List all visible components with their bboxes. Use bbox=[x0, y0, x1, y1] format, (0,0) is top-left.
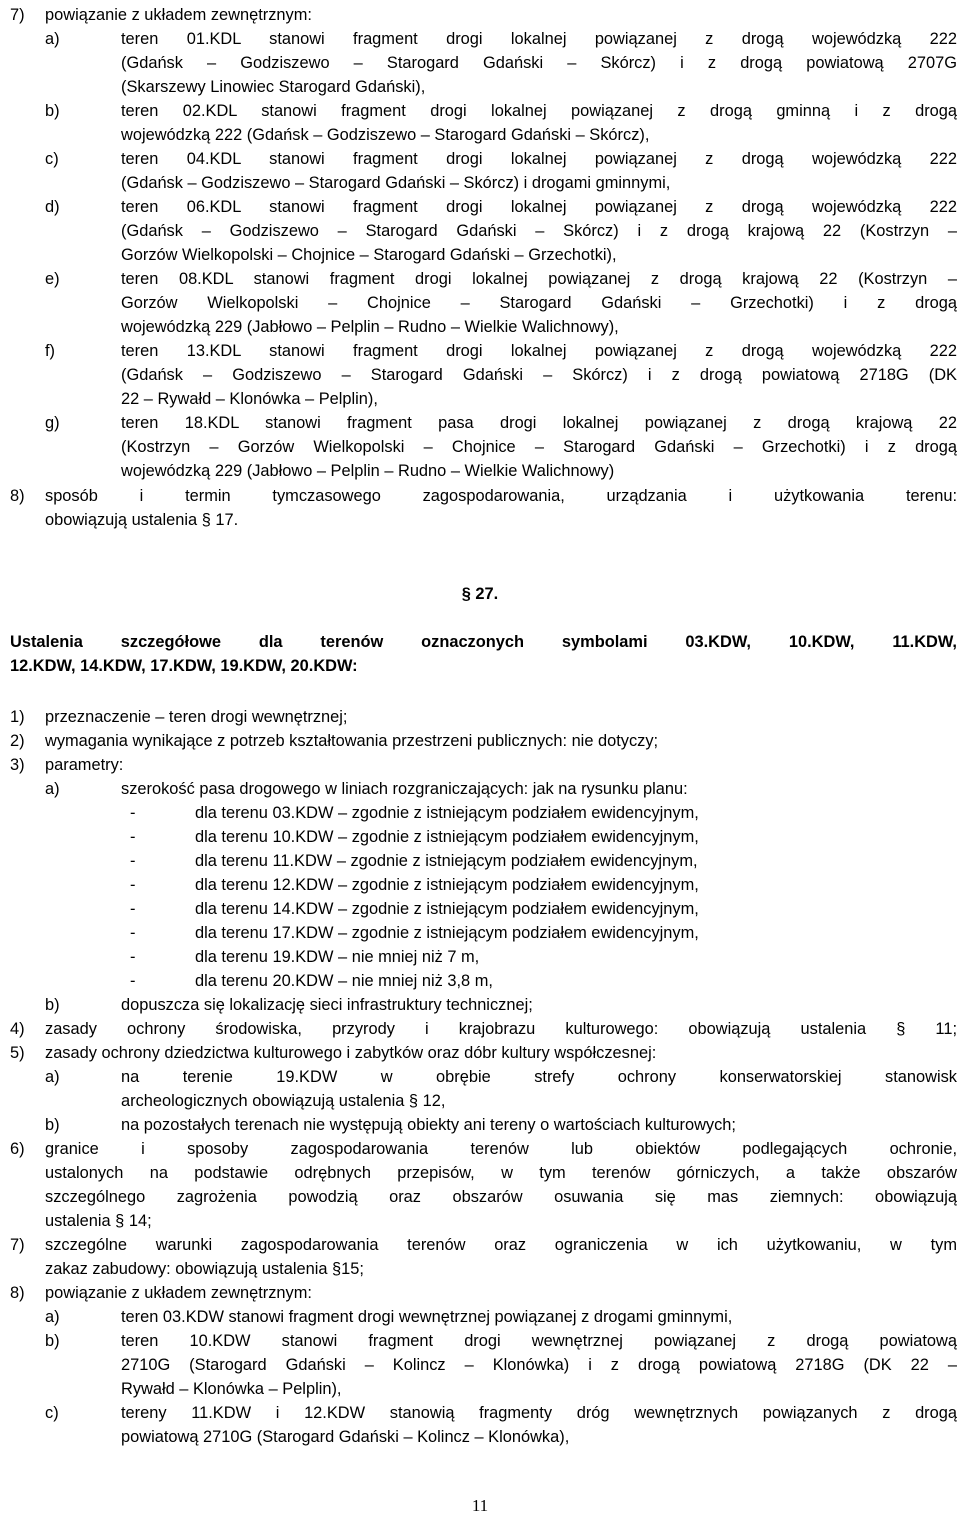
item-text: zasady ochrony dziedzictwa kulturowego i zabytków oraz dóbr kultury współczesnej: bbox=[45, 1044, 657, 1062]
dash: - bbox=[130, 948, 136, 966]
list-item-line bbox=[0, 219, 960, 243]
item-3a bbox=[0, 777, 960, 801]
item-text: na pozostałych terenach nie występują obiekty ani tereny o wartościach kulturowych; bbox=[121, 1116, 736, 1134]
list-item-line bbox=[0, 315, 960, 339]
item-7b bbox=[0, 1233, 960, 1257]
item-line: teren 18.KDL stanowi fragment pasa drogi lokalnej powiązanej z drogą krajową 22 bbox=[121, 414, 957, 432]
item-line: 2710G (Starogard Gdański – Kolincz – Klonówka) i z drogą powiatową 2718G (DK 22 – bbox=[121, 1356, 957, 1374]
dash: - bbox=[130, 852, 136, 870]
item-5 bbox=[0, 1041, 960, 1065]
dash-text: dla terenu 12.KDW – zgodnie z istniejącym podziałem ewidencyjnym, bbox=[195, 876, 699, 894]
item-5a bbox=[0, 1065, 960, 1089]
item-text: szerokość pasa drogowego w liniach rozgraniczających: jak na rysunku planu: bbox=[121, 780, 688, 798]
item-line: teren 08.KDL stanowi fragment drogi lokalnej powiązanej z drogą krajową 22 (Kostrzyn – bbox=[121, 270, 957, 288]
item-label: c) bbox=[45, 1404, 59, 1422]
item-line: powiatową 2710G (Starogard Gdański – Kolincz – Klonówka), bbox=[121, 1428, 570, 1446]
section-heading bbox=[0, 630, 960, 654]
dash: - bbox=[130, 876, 136, 894]
item-label: g) bbox=[45, 414, 60, 432]
dash-text: dla terenu 11.KDW – zgodnie z istniejącym podziałem ewidencyjnym, bbox=[195, 852, 698, 870]
item-8b bbox=[0, 1281, 960, 1305]
list-item-e bbox=[0, 267, 960, 291]
dash-text: dla terenu 20.KDW – nie mniej niż 3,8 m, bbox=[195, 972, 493, 990]
item-text: przeznaczenie – teren drogi wewnętrznej; bbox=[45, 708, 348, 726]
item-number: 6) bbox=[10, 1140, 25, 1158]
item-line: obowiązują ustalenia § 17. bbox=[45, 511, 239, 529]
item-label: b) bbox=[45, 102, 60, 120]
list-item-line bbox=[0, 508, 960, 532]
item-label: a) bbox=[45, 30, 60, 48]
item-number: 7) bbox=[10, 1236, 25, 1254]
heading-line: Ustalenia szczegółowe dla terenów oznaczonych symbolami 03.KDW, 10.KDW, 11.KDW, bbox=[10, 633, 957, 651]
item-number: 4) bbox=[10, 1020, 25, 1038]
list-item-line bbox=[0, 1185, 960, 1209]
item-number: 5) bbox=[10, 1044, 25, 1062]
item-line: granice i sposoby zagospodarowania terenów lub obiektów podlegających ochronie, bbox=[45, 1140, 957, 1158]
dash-text: dla terenu 10.KDW – zgodnie z istniejącym podziałem ewidencyjnym, bbox=[195, 828, 699, 846]
dash-text: dla terenu 03.KDW – zgodnie z istniejącym podziałem ewidencyjnym, bbox=[195, 804, 699, 822]
list-item-d bbox=[0, 195, 960, 219]
list-item-line bbox=[0, 435, 960, 459]
heading-line: 12.KDW, 14.KDW, 17.KDW, 19.KDW, 20.KDW: bbox=[10, 657, 358, 675]
item-number: 3) bbox=[10, 756, 25, 774]
item-line: teren 01.KDL stanowi fragment drogi lokalnej powiązanej z drogą wojewódzką 222 bbox=[121, 30, 957, 48]
item-line: (Gdańsk – Godziszewo – Starogard Gdański – Skórcz) i z drogą powiatową 2707G bbox=[121, 54, 957, 72]
item-number: 1) bbox=[10, 708, 25, 726]
item-8a bbox=[0, 1305, 960, 1329]
item-line: Rywałd – Klonówka – Pelplin), bbox=[121, 1380, 342, 1398]
item-line: (Gdańsk – Godziszewo – Starogard Gdański – Skórcz) i z drogą krajową 22 (Kostrzyn – bbox=[121, 222, 957, 240]
item-label: c) bbox=[45, 150, 59, 168]
item-line: archeologicznych obowiązują ustalenia § 12, bbox=[121, 1092, 446, 1110]
item-line: szczególnego zagrożenia powodzią oraz obszarów osuwania się mas ziemnych: obowiązują bbox=[45, 1188, 957, 1206]
dash-item bbox=[0, 897, 960, 921]
item-number: 8) bbox=[10, 1284, 25, 1302]
item-line: wojewódzką 229 (Jabłowo – Pelplin – Rudno – Wielkie Walichnowy), bbox=[121, 318, 619, 336]
dash-item bbox=[0, 873, 960, 897]
item-line: zakaz zabudowy: obowiązują ustalenia §15; bbox=[45, 1260, 364, 1278]
item-line: teren 13.KDL stanowi fragment drogi lokalnej powiązanej z drogą wojewódzką 222 bbox=[121, 342, 957, 360]
item-line: (Kostrzyn – Gorzów Wielkopolski – Chojnice – Starogard Gdański – Grzechotki) i z drogą bbox=[121, 438, 957, 456]
item-label: a) bbox=[45, 1308, 60, 1326]
item-line: tereny 11.KDW i 12.KDW stanowią fragmenty dróg wewnętrznych powiązanych z drogą bbox=[121, 1404, 957, 1422]
dash: - bbox=[130, 804, 136, 822]
item-number: 7) bbox=[10, 6, 25, 24]
list-item-line bbox=[0, 75, 960, 99]
item-text: dopuszcza się lokalizację sieci infrastruktury technicznej; bbox=[121, 996, 533, 1014]
item-line: Gorzów Wielkopolski – Chojnice – Starogard Gdański – Grzechotki), bbox=[121, 246, 617, 264]
item-line: (Skarszewy Linowiec Starogard Gdański), bbox=[121, 78, 426, 96]
list-item-line bbox=[0, 51, 960, 75]
dash-text: dla terenu 14.KDW – zgodnie z istniejącym podziałem ewidencyjnym, bbox=[195, 900, 699, 918]
list-item-line bbox=[0, 171, 960, 195]
item-number: 8) bbox=[10, 487, 25, 505]
list-item-f bbox=[0, 339, 960, 363]
list-item-b bbox=[0, 99, 960, 123]
item-2 bbox=[0, 729, 960, 753]
item-text: parametry: bbox=[45, 756, 124, 774]
dash-item bbox=[0, 945, 960, 969]
section-heading-line bbox=[0, 654, 960, 678]
item-text: teren 03.KDW stanowi fragment drogi wewnętrznej powiązanej z drogami gminnymi, bbox=[121, 1308, 733, 1326]
list-item-line bbox=[0, 363, 960, 387]
item-label: f) bbox=[45, 342, 56, 360]
item-line: sposób i termin tymczasowego zagospodarowania, urządzania i użytkowania terenu: bbox=[45, 487, 957, 505]
list-item-line bbox=[0, 1089, 960, 1113]
section-number-text: § 27. bbox=[461, 585, 499, 603]
item-label: a) bbox=[45, 1068, 60, 1086]
list-item-line bbox=[0, 1425, 960, 1449]
dash-item bbox=[0, 801, 960, 825]
item-line: wojewódzką 229 (Jabłowo – Pelplin – Rudno – Wielkie Walichnowy) bbox=[121, 462, 615, 480]
item-label: b) bbox=[45, 1116, 60, 1134]
item-line: teren 04.KDL stanowi fragment drogi lokalnej powiązanej z drogą wojewódzką 222 bbox=[121, 150, 957, 168]
item-label: b) bbox=[45, 1332, 60, 1350]
item-line: wojewódzką 222 (Gdańsk – Godziszewo – Starogard Gdański – Skórcz), bbox=[121, 126, 650, 144]
item-line: szczególne warunki zagospodarowania terenów oraz ograniczenia w ich użytkowaniu, w tym bbox=[45, 1236, 957, 1254]
item-text: zasady ochrony środowiska, przyrody i krajobrazu kulturowego: obowiązują ustalenia § 11; bbox=[45, 1020, 957, 1038]
list-item-line bbox=[0, 243, 960, 267]
list-item-line bbox=[0, 1377, 960, 1401]
dash-item bbox=[0, 849, 960, 873]
dash: - bbox=[130, 924, 136, 942]
dash-item bbox=[0, 921, 960, 945]
item-text: wymagania wynikające z potrzeb kształtowania przestrzeni publicznych: nie dotyczy; bbox=[45, 732, 659, 750]
dash-item bbox=[0, 825, 960, 849]
dash: - bbox=[130, 900, 136, 918]
item-line: 22 – Rywałd – Klonówka – Pelplin), bbox=[121, 390, 378, 408]
list-item-line bbox=[0, 459, 960, 483]
item-line: (Gdańsk – Godziszewo – Starogard Gdański – Skórcz) i drogami gminnymi, bbox=[121, 174, 671, 192]
item-5b bbox=[0, 1113, 960, 1137]
list-item-a bbox=[0, 27, 960, 51]
list-item-line bbox=[0, 387, 960, 411]
item-8c bbox=[0, 1401, 960, 1425]
item-line: ustalenia § 14; bbox=[45, 1212, 152, 1230]
item-8 bbox=[0, 484, 960, 508]
item-label: a) bbox=[45, 780, 60, 798]
item-text: powiązanie z układem zewnętrznym: bbox=[45, 6, 312, 24]
item-6 bbox=[0, 1137, 960, 1161]
item-text: powiązanie z układem zewnętrznym: bbox=[45, 1284, 312, 1302]
item-8b-sub bbox=[0, 1329, 960, 1353]
item-label: e) bbox=[45, 270, 60, 288]
item-7 bbox=[0, 3, 960, 27]
item-line: Gorzów Wielkopolski – Chojnice – Starogard Gdański – Grzechotki) i z drogą bbox=[121, 294, 957, 312]
item-line: teren 06.KDL stanowi fragment drogi lokalnej powiązanej z drogą wojewódzką 222 bbox=[121, 198, 957, 216]
item-line: ustalonych na podstawie odrębnych przepisów, w tym terenów górniczych, a także obszarów bbox=[45, 1164, 957, 1182]
page-number bbox=[0, 1494, 960, 1518]
dash-text: dla terenu 19.KDW – nie mniej niż 7 m, bbox=[195, 948, 480, 966]
item-line: (Gdańsk – Godziszewo – Starogard Gdański – Skórcz) i z drogą powiatową 2718G (DK bbox=[121, 366, 957, 384]
list-item-line bbox=[0, 1257, 960, 1281]
list-item-line bbox=[0, 123, 960, 147]
item-3 bbox=[0, 753, 960, 777]
item-line: na terenie 19.KDW w obrębie strefy ochrony konserwatorskiej stanowisk bbox=[121, 1068, 957, 1086]
dash: - bbox=[130, 972, 136, 990]
list-item-line bbox=[0, 1353, 960, 1377]
item-label: d) bbox=[45, 198, 60, 216]
list-item-line bbox=[0, 1161, 960, 1185]
list-item-c bbox=[0, 147, 960, 171]
dash-item bbox=[0, 969, 960, 993]
item-line: teren 10.KDW stanowi fragment drogi wewnętrznej powiązanej z drogą powiatową bbox=[121, 1332, 957, 1350]
dash: - bbox=[130, 828, 136, 846]
section-number bbox=[0, 582, 960, 606]
page-number-text: 11 bbox=[471, 1496, 489, 1515]
item-label: b) bbox=[45, 996, 60, 1014]
list-item-g bbox=[0, 411, 960, 435]
dash-text: dla terenu 17.KDW – zgodnie z istniejącym podziałem ewidencyjnym, bbox=[195, 924, 699, 942]
item-number: 2) bbox=[10, 732, 25, 750]
list-item-line bbox=[0, 291, 960, 315]
list-item-line bbox=[0, 1209, 960, 1233]
item-4 bbox=[0, 1017, 960, 1041]
item-1 bbox=[0, 705, 960, 729]
item-line: teren 02.KDL stanowi fragment drogi lokalnej powiązanej z drogą gminną i z drogą bbox=[121, 102, 957, 120]
item-3b bbox=[0, 993, 960, 1017]
